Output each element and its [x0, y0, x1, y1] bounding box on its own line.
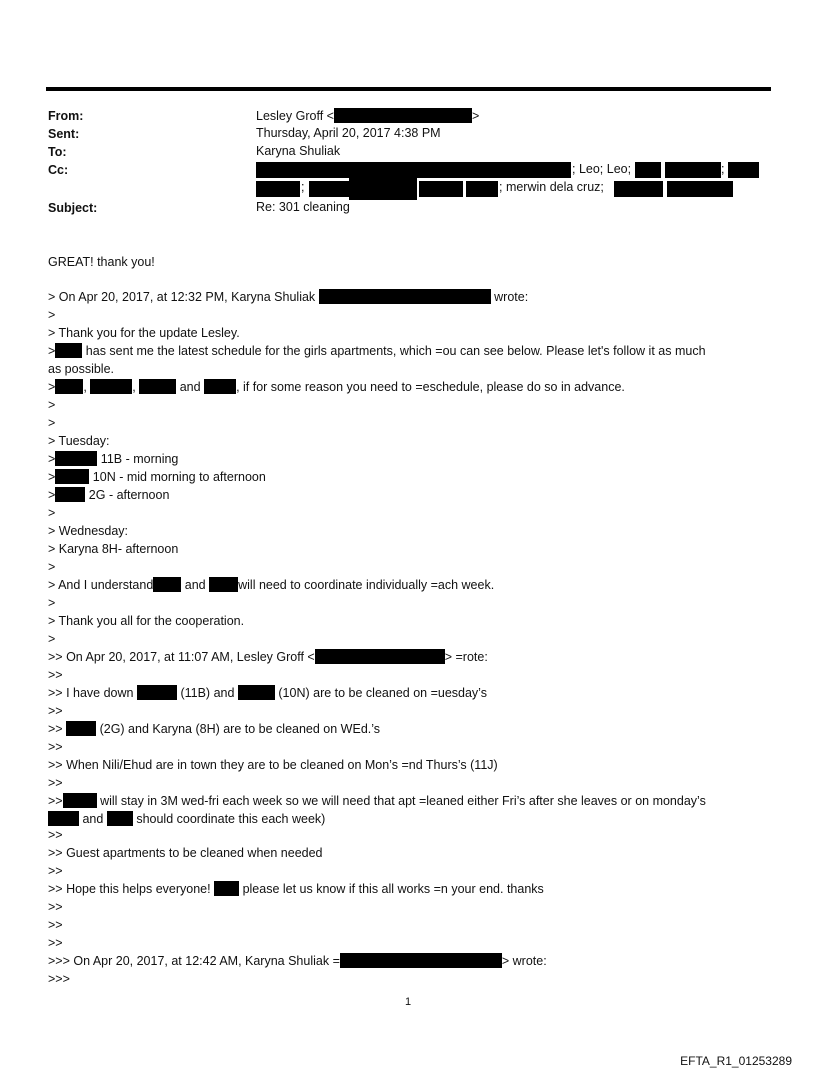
redaction [55, 451, 97, 466]
body-text: 10N - mid morning to afternoon [92, 470, 266, 484]
redaction [139, 379, 176, 394]
body-line: >> [48, 936, 63, 950]
body-text: , if for some reason you need to =eschedule, please do so in advance. [236, 380, 625, 394]
body-line [48, 811, 325, 827]
body-text: and [82, 812, 104, 826]
from-close: > [471, 109, 480, 123]
redaction [209, 577, 238, 592]
body-line: > [48, 632, 56, 646]
body-text: > wrote: [501, 954, 547, 968]
body-line [48, 289, 528, 305]
page-number: 1 [404, 996, 412, 1008]
to-value: Karyna Shuliak [256, 144, 341, 158]
redaction [48, 811, 79, 826]
body-line: GREAT! thank you! [48, 255, 155, 269]
body-text: > And I understand [48, 578, 154, 592]
body-text: should coordinate this each week) [136, 812, 326, 826]
redaction [204, 379, 236, 394]
from-label: From: [48, 109, 84, 123]
body-text: > On Apr 20, 2017, at 12:32 PM, Karyna Shuliak [48, 290, 316, 304]
body-text: >> I have down [48, 686, 134, 700]
from-value [256, 108, 479, 123]
body-line: >> [48, 740, 63, 754]
body-text: and [179, 380, 201, 394]
body-line: >> [48, 704, 63, 718]
body-text: >> On Apr 20, 2017, at 11:07 AM, Lesley Groff < [48, 650, 315, 664]
body-line: > Wednesday: [48, 524, 129, 538]
body-text: >> [48, 794, 63, 808]
redaction [66, 721, 96, 736]
body-line: >> [48, 776, 63, 790]
body-text: wrote: [494, 290, 529, 304]
redaction [665, 162, 721, 178]
body-line: > Karyna 8H- afternoon [48, 542, 179, 556]
sent-value: Thursday, April 20, 2017 4:38 PM [256, 126, 441, 140]
redaction [334, 108, 472, 123]
body-line: > [48, 506, 56, 520]
body-text: will need to coordinate individually =ach week. [238, 578, 495, 592]
body-line [48, 451, 178, 467]
redaction [315, 649, 445, 664]
body-text: (10N) are to be cleaned on =uesday’s [278, 686, 487, 700]
body-line: > [48, 398, 56, 412]
body-text: > [48, 380, 56, 394]
body-text: >> Hope this helps everyone! [48, 882, 211, 896]
redaction [419, 181, 463, 197]
redaction [137, 685, 177, 700]
redaction [256, 162, 571, 178]
cc-sep-1: ; [721, 162, 725, 176]
body-text: > [48, 452, 56, 466]
body-line: > [48, 596, 56, 610]
from-name: Lesley Groff < [256, 109, 334, 123]
redaction [238, 685, 275, 700]
redaction [153, 577, 181, 592]
redaction [309, 181, 349, 197]
body-text: 11B - morning [100, 452, 179, 466]
body-text: , [83, 380, 87, 394]
body-line: > Tuesday: [48, 434, 110, 448]
bates-number: EFTA_R1_01253289 [680, 1054, 792, 1068]
body-line [48, 649, 488, 665]
body-line [48, 379, 625, 395]
body-line: > [48, 308, 56, 322]
redaction [55, 343, 82, 358]
body-line [48, 469, 266, 485]
body-text: has sent me the latest schedule for the girls apartments, which =ou can see below. Please let's follow it as much [85, 344, 706, 358]
body-line [48, 721, 380, 737]
cc-text-2: ; merwin dela cruz; [499, 180, 604, 194]
body-line: > Thank you all for the cooperation. [48, 614, 245, 628]
body-line [48, 685, 487, 701]
redaction [55, 469, 89, 484]
redaction [256, 181, 300, 197]
redaction [635, 162, 661, 178]
header-rule [46, 87, 771, 91]
cc-text-1: ; Leo; Leo; [572, 162, 632, 176]
subject-value: Re: 301 cleaning [256, 200, 350, 214]
body-text: > =rote: [444, 650, 488, 664]
body-line [48, 793, 706, 809]
body-text: (2G) and Karyna (8H) are to be cleaned on WEd.’s [99, 722, 381, 736]
redaction [728, 162, 759, 178]
body-line [48, 577, 494, 593]
redaction [63, 793, 97, 808]
redaction [349, 178, 417, 200]
cc-label: Cc: [48, 163, 69, 177]
body-line: >>> [48, 972, 70, 986]
body-text: > [48, 344, 56, 358]
to-label: To: [48, 145, 67, 159]
redaction [90, 379, 132, 394]
body-text: > [48, 470, 56, 484]
redaction [466, 181, 498, 197]
subject-label: Subject: [48, 201, 98, 215]
body-text: will stay in 3M wed-fri each week so we will need that apt =leaned either Fri’s after she leaves or on monday’s [100, 794, 706, 808]
body-line [48, 953, 547, 969]
body-line: >> [48, 864, 63, 878]
body-line: > [48, 416, 56, 430]
redaction [340, 953, 502, 968]
body-line: >> [48, 918, 63, 932]
body-line: >> [48, 828, 63, 842]
body-text: please let us know if this all works =n your end. thanks [242, 882, 544, 896]
body-text: 2G - afternoon [88, 488, 170, 502]
body-text: > [48, 488, 56, 502]
body-line: >> Guest apartments to be cleaned when needed [48, 846, 323, 860]
redaction [667, 181, 733, 197]
body-text: , [132, 380, 136, 394]
body-line [48, 881, 544, 897]
body-line [48, 343, 706, 359]
redaction [55, 487, 85, 502]
body-line [48, 487, 169, 503]
redaction [55, 379, 83, 394]
redaction [214, 881, 239, 896]
body-line: > Thank you for the update Lesley. [48, 326, 240, 340]
cc-sep-2: ; [301, 180, 305, 194]
body-line: >> When Nili/Ehud are in town they are to be cleaned on Mon’s =nd Thurs’s (11J) [48, 758, 498, 772]
redaction [107, 811, 133, 826]
body-line: > [48, 560, 56, 574]
body-text: >>> On Apr 20, 2017, at 12:42 AM, Karyna Shuliak = [48, 954, 340, 968]
body-text: and [184, 578, 206, 592]
redaction [614, 181, 663, 197]
body-line: >> [48, 900, 63, 914]
body-line: >> [48, 668, 63, 682]
redaction [319, 289, 491, 304]
body-line: as possible. [48, 362, 115, 376]
sent-label: Sent: [48, 127, 80, 141]
body-text: (11B) and [180, 686, 235, 700]
body-text: >> [48, 722, 63, 736]
